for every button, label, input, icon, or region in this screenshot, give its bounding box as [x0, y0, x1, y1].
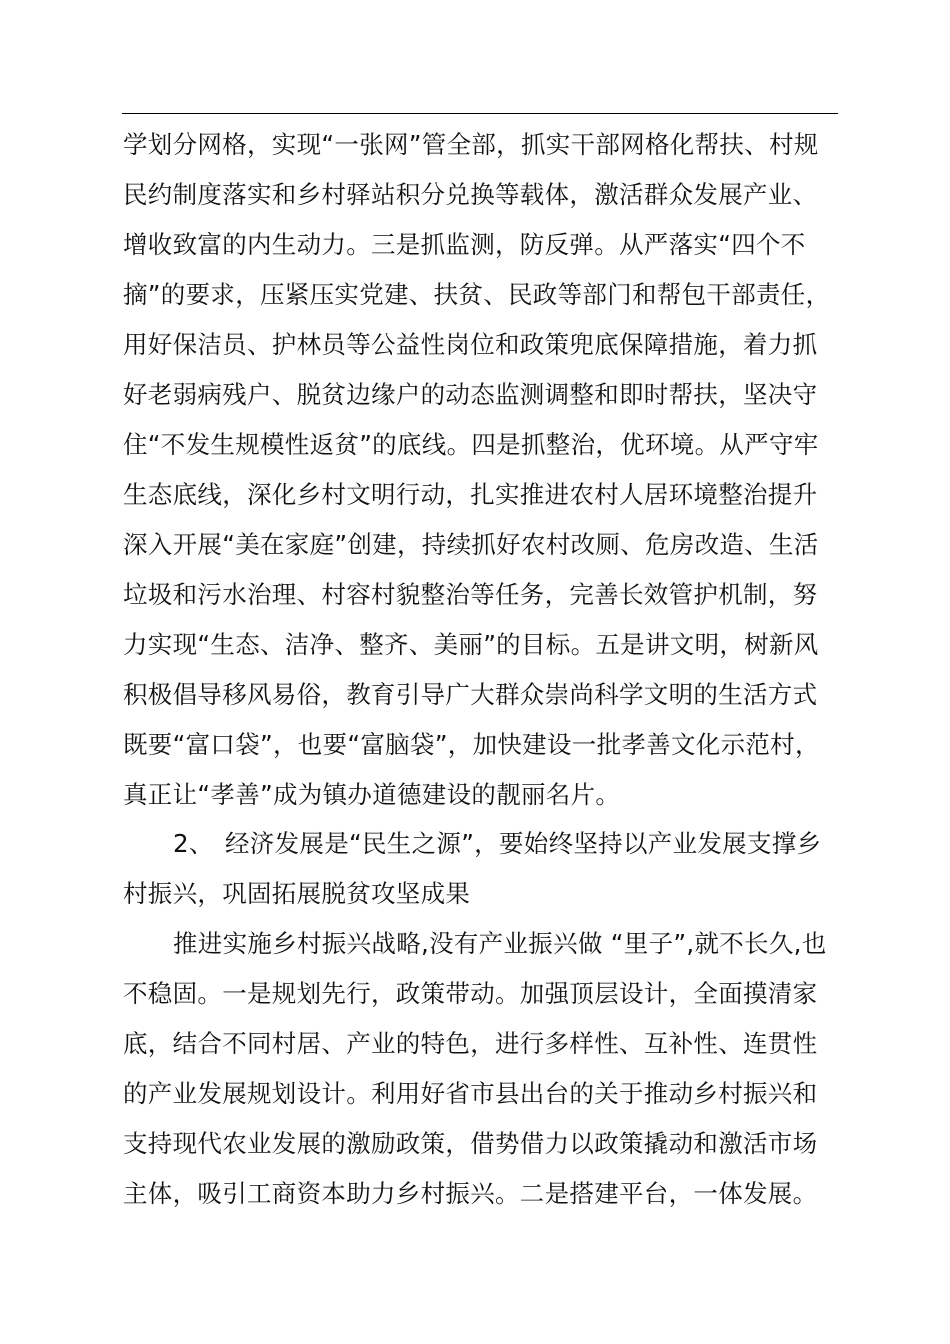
heading-number: 2、 — [173, 829, 214, 858]
text-line: 的产业发展规划设计。利用好省市县出台的关于推动乡村振兴和 — [123, 1079, 818, 1108]
text-line: 学划分网格，实现“一张网”管全部，抓实干部网格化帮扶、村规 — [123, 130, 819, 159]
text-line: 力实现“生态、洁净、整齐、美丽”的目标。五是讲文明，树新风 — [123, 630, 819, 659]
text-line: 民约制度落实和乡村驿站积分兑换等载体，激活群众发展产业、 — [123, 180, 818, 209]
header-rule — [122, 113, 838, 114]
text-line: 用好保洁员、护林员等公益性岗位和政策兜底保障措施，着力抓 — [123, 330, 818, 359]
text-line: 摘”的要求，压紧压实党建、扶贫、民政等部门和帮包干部责任， — [123, 280, 831, 309]
text-line: 增收致富的内生动力。三是抓监测，防反弹。从严落实“四个不 — [123, 230, 806, 259]
text-line: 积极倡导移风易俗，教育引导广大群众崇尚科学文明的生活方式 — [123, 680, 818, 709]
text-line: 既要“富口袋”，也要“富脑袋”，加快建设一批孝善文化示范村， — [123, 730, 820, 759]
heading-text: 经济发展是“民生之源”，要始终坚持以产业发展支撑乡 — [225, 829, 822, 858]
text-line: 住“不发生规模性返贫”的底线。四是抓整治，优环境。从严守牢 — [123, 430, 819, 459]
text-line: 好老弱病残户、脱贫边缘户的动态监测调整和即时帮扶，坚决守 — [123, 380, 818, 409]
heading-line-2: 村振兴，巩固拓展脱贫攻坚成果 — [123, 879, 471, 908]
text-line: 主体，吸引工商资本助力乡村振兴。二是搭建平台，一体发展。 — [123, 1179, 818, 1208]
text-line: 深入开展“美在家庭”创建，持续抓好农村改厕、危房改造、生活 — [123, 530, 819, 559]
text-line: 不稳固。一是规划先行，政策带动。加强顶层设计，全面摸清家 — [123, 979, 818, 1008]
text-line: 支持现代农业发展的激励政策，借势借力以政策撬动和激活市场 — [123, 1129, 818, 1158]
text-line: 推进实施乡村振兴战略,没有产业振兴做 “里子”,就不长久,也 — [173, 929, 827, 958]
text-line: 垃圾和污水治理、村容村貌整治等任务，完善长效管护机制，努 — [123, 580, 818, 609]
heading-line-1 — [173, 829, 821, 859]
text-line: 底，结合不同村居、产业的特色，进行多样性、互补性、连贯性 — [123, 1029, 818, 1058]
text-line: 生态底线，深化乡村文明行动，扎实推进农村人居环境整治提升 — [123, 480, 818, 509]
text-line: 真正让“孝善”成为镇办道德建设的靓丽名片。 — [123, 780, 621, 809]
